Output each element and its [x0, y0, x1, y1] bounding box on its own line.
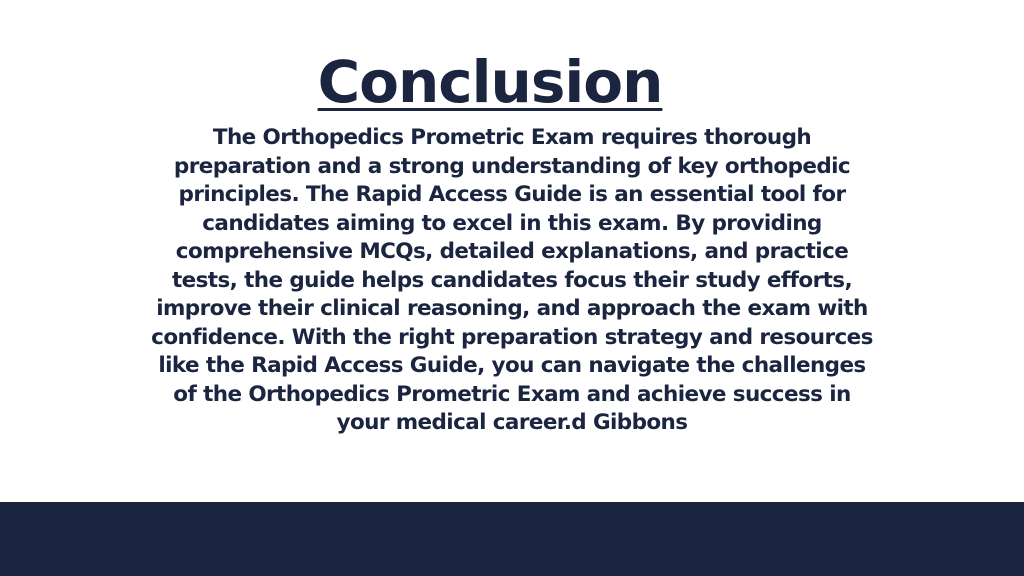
slide-title: Conclusion [317, 47, 663, 116]
footer-band [0, 502, 1024, 576]
conclusion-paragraph: The Orthopedics Prometric Exam requires thorough preparation and a strong understanding of key orthopedic principles. The Rapid Access Guide is an essential tool for candidates aiming to excel in this exam. By providing comprehensive MCQs, detailed explanations, and practice tests, the guide helps candidates focus their study efforts, improve their clinical reasoning, and approach the exam with confidence. With the right preparation strategy and resources like the Rapid Access Guide, you can navigate the challenges of the Orthopedics Prometric Exam and achieve success in your medical career.d Gibbons [151, 125, 873, 435]
